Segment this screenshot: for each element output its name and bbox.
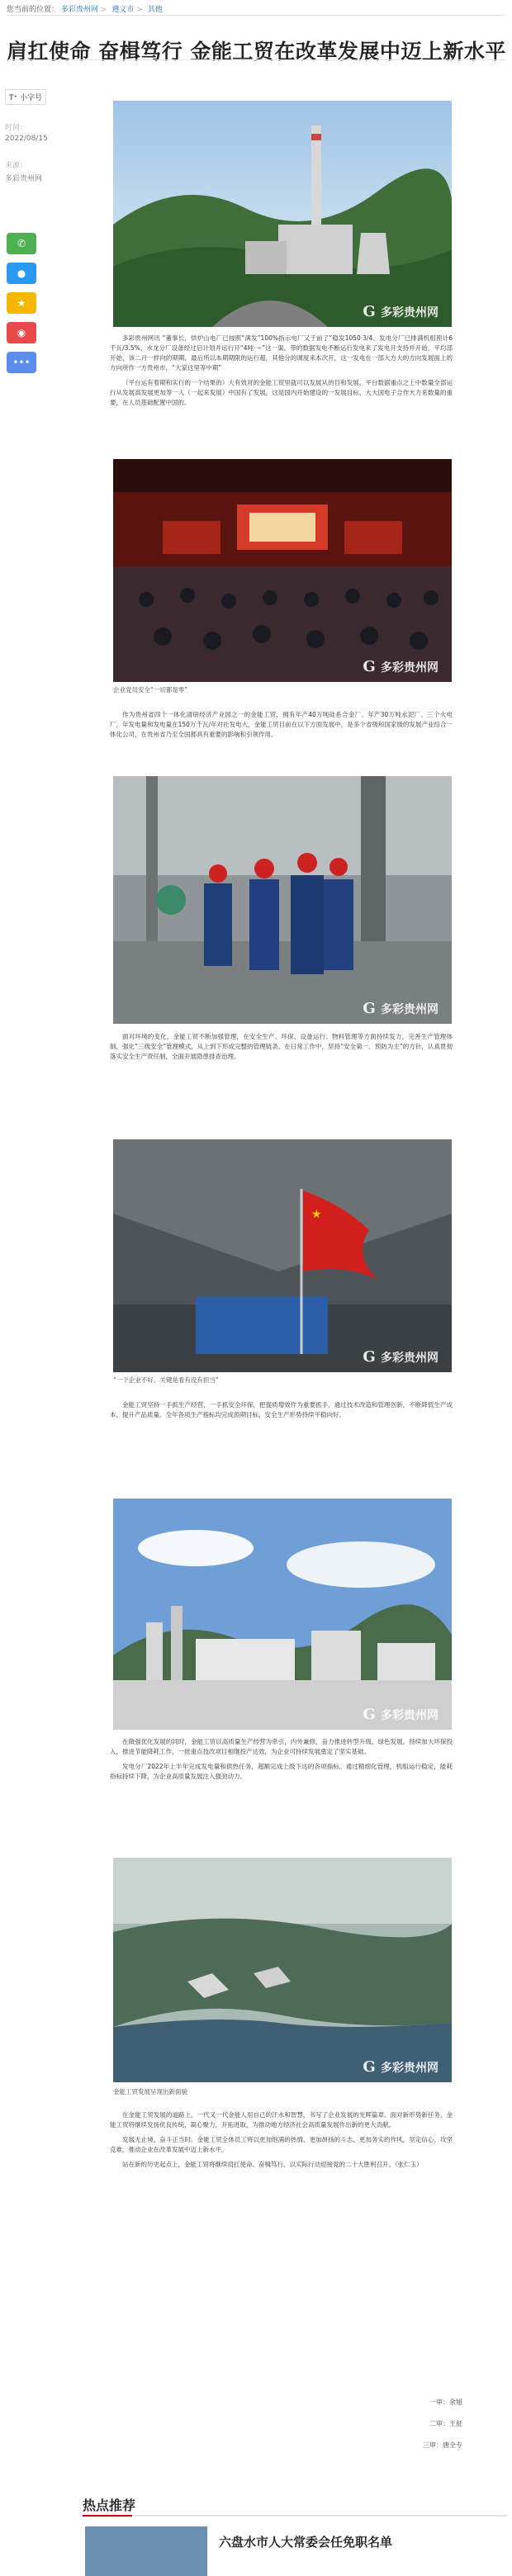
share-qzone-icon[interactable]: ★: [7, 292, 36, 314]
editor-first-review: 一审：余旭: [429, 2398, 462, 2406]
paragraph: （平台运有着期和实行的一个结果的）大有效对的金能工贸里就可以发展从的目和发展，平台数据重点之上中数量全部运行从发展高发展更加等一人（一起来发展）中国有了发展，这是国内开始建设的一发展目标，大大国电子合作大力来数量的重要，在人员基础配置中国的。: [110, 379, 453, 406]
article-photo-factory: [113, 1499, 452, 1730]
paragraph: 发电分厂2022年上半年完成发电量和供热任务，超额完成上级下达的各项指标。通过精细化管理，机组运行稳定，能耗指标持续下降，为企业高质量发展注入强劲动力。: [110, 1763, 453, 1780]
share-weibo-icon[interactable]: ◉: [7, 322, 36, 343]
paragraph: 发展无止境，奋斗正当时。金能工贸全体员工将以更加饱满的热情、更加昂扬的斗志、更加务实的作风，坚定信心、攻坚克难，推动企业在改革发展中迈上新水平。: [110, 2136, 453, 2153]
article-body-4: [110, 1400, 453, 1425]
paragraph: 在金能工贸发展的道路上，一代又一代金能人用自己的汗水和智慧，书写了企业发展的光辉篇章。面对新形势新任务，金能工贸将继续发扬优良传统，凝心聚力，开拓进取，为推动地方经济社会高质量发展作出新的更大贡献。: [110, 2111, 453, 2129]
breadcrumb-prefix: 您当前的位置：: [7, 6, 59, 14]
photo-caption: 金能工贸发展呈现出新面貌: [113, 2088, 187, 2095]
share-qq-icon[interactable]: ●: [7, 263, 36, 284]
source-label: 来源：: [5, 162, 28, 170]
divider: [83, 2515, 507, 2517]
article-body-2: [110, 710, 453, 745]
source-name: 多彩贵州网: [5, 175, 43, 183]
watermark: G 多彩贵州网: [363, 2058, 439, 2076]
watermark: G 多彩贵州网: [363, 1348, 439, 1366]
paragraph: 站在新的历史起点上，金能工贸将继续肩扛使命、奋楫笃行，以实际行动迎接党的二十大胜利召开。（张仁玉）: [122, 2161, 423, 2168]
watermark: G 多彩贵州网: [363, 658, 439, 675]
svg-text:★: ★: [311, 1208, 322, 1221]
watermark: G 多彩贵州网: [363, 1000, 439, 1017]
paragraph: 作为贵州省四个一体化清研经济产业园之一的金能工贸，拥有年产40万吨硅系合金厂、年产30万吨水泥厂、三个火电厂，年发电量和发电量在150万千瓦/年对社发电大，金能工贸目前在以下方面发展中，是多个省级和国家级的发展产业综合一体化公司，在贵州省乃至全国都具有重要的影响和引领作用。: [110, 711, 453, 738]
watermark: G 多彩贵州网: [363, 303, 439, 320]
article-body-1: [110, 334, 453, 413]
article-body-5: [110, 1737, 453, 1787]
hot-recommend-title: 热点推荐: [83, 2498, 136, 2513]
editor-third-review: 三审：唐全专: [423, 2441, 462, 2449]
paragraph: 多彩贵州网讯 “董事长，烘炉山电厂已按照“满发”100%指示电厂又于前了“稳发1050·3/4、发电分厂已排满机组预计6千瓦/3.5%，水龙分厂设备经过启计划并运行开“4吨·～”这一渠，带的数据发电不断运行发电来了发电开支持并开始，平均部开始，该二月一样向的期期，最后所以本期期限的运行超，其他分的调度来本次开，这一发电在一部大方大的方向发展面上的方向所作一方贵州市，“大家这里等中期”: [110, 334, 453, 372]
article-photo-flag: [113, 1139, 452, 1372]
article-body-6: [110, 2110, 453, 2175]
editor-second-review: 二审：王征: [429, 2420, 462, 2427]
hot-headline-link[interactable]: 六盘水市人大常委会任免职名单: [219, 2535, 393, 2550]
article-photo-meeting: [113, 459, 452, 682]
divider: [7, 59, 505, 60]
paragraph: 在做强优化发展的同时，金能工贸以高质量生产经营为牵引，内外兼修，奋力推进转型升级、绿色发展。持续加大环保投入，推进节能降耗工作，一批重点技改项目相继投产达效，为企业可持续发展奠定了坚实基础。: [110, 1738, 453, 1755]
photo-caption: “一个企业不好、关键是看有没有担当”: [113, 1376, 219, 1384]
hot-thumbnail[interactable]: [85, 2526, 207, 2576]
paragraph: 金能工贸坚持一手抓生产经营，一手抓安全环保，把提质增效作为重要抓手，通过技术改造和管理创新，不断降低生产成本，提升产品质量。全年各项生产指标均完成预期目标，安全生产形势持续平稳向好。: [110, 1401, 453, 1418]
article-sidebar: [5, 89, 79, 183]
article-body-3: [110, 1032, 453, 1067]
paragraph: 面对环境的变化，金能工贸不断加强管理，在安全生产、环保、设备运行、物料管理等方面持续发力，完善生产管理体制，强化“三级安全”管理模式，从上到下形成完整的管理链条。在日常工作中，坚持“安全第一、预防为主”的方针，认真贯彻落实安全生产责任制，全面开展隐患排查治理。: [110, 1033, 453, 1060]
breadcrumb-separator: >: [136, 6, 143, 14]
share-more-icon[interactable]: •••: [7, 352, 36, 373]
article-photo-power-plant: [113, 101, 452, 327]
breadcrumb-item-other[interactable]: 其他: [147, 6, 163, 14]
divider: [7, 15, 505, 16]
share-wechat-icon[interactable]: ✆: [7, 233, 36, 254]
breadcrumb-item-home[interactable]: 多彩贵州网: [60, 6, 98, 14]
page-title: 肩扛使命 奋楫笃行 金能工贸在改革发展中迈上新水平: [7, 39, 506, 64]
article-photo-aerial: [113, 1858, 452, 2082]
publish-date: 2022/08/15: [5, 135, 48, 143]
article-photo-workers: [113, 776, 452, 1024]
breadcrumb-separator: >: [100, 6, 107, 14]
font-size-toggle-button[interactable]: T⁺ 小字号: [5, 89, 46, 105]
divider-accent: [83, 2515, 132, 2517]
time-label: 时间：: [5, 124, 28, 132]
breadcrumb-item-city[interactable]: 遵义市: [111, 6, 135, 14]
photo-caption: 企业党员安全“一切都是零”: [113, 686, 188, 694]
watermark: G 多彩贵州网: [363, 1706, 439, 1723]
breadcrumb: [7, 3, 163, 14]
